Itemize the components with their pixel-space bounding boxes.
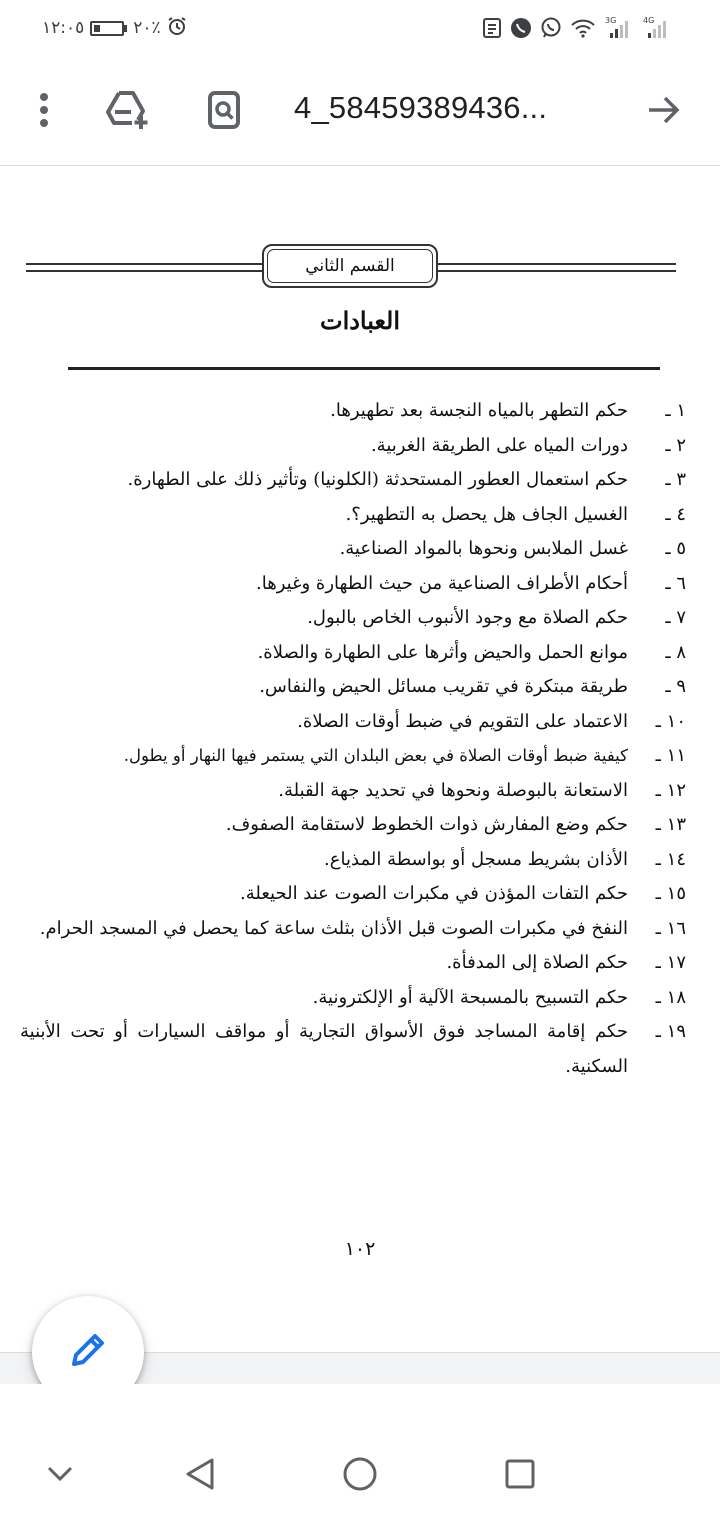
list-item (20, 498, 686, 533)
section-label: القسم الثاني (305, 256, 395, 276)
whatsapp-icon (540, 17, 562, 39)
back-triangle-icon[interactable] (172, 1446, 228, 1502)
item-text: موانع الحمل والحيض وأثرها على الطهارة والصلاة. (257, 641, 628, 663)
item-text: الاعتماد على التقويم في ضبط أوقات الصلاة. (297, 710, 628, 732)
net-3g-label: 3G (605, 16, 617, 25)
list-item (20, 912, 686, 947)
signal-4g-icon (642, 15, 672, 41)
item-number: ١٣ ـ (655, 814, 686, 835)
more-vert-icon[interactable] (18, 84, 70, 136)
item-number: ٦ ـ (665, 572, 686, 594)
item-text: أحكام الأطراف الصناعية من حيث الطهارة وغيرها. (256, 572, 628, 594)
document-title: 4_58459389436... (294, 90, 548, 125)
list-item (20, 463, 686, 498)
item-text: حكم إقامة المساجد فوق الأسواق التجارية أو مواقف السيارات أو تحت الأبنية السكنية. (20, 1021, 628, 1077)
list-item (20, 1015, 686, 1084)
item-text: حكم الصلاة مع وجود الأنبوب الخاص بالبول. (307, 607, 628, 628)
title-underline (68, 367, 660, 370)
list-item (20, 739, 686, 774)
item-number: ٨ ـ (665, 641, 686, 663)
item-text: حكم استعمال العطور المستحدثة (الكلونيا) وتأثير ذلك على الطهارة. (127, 469, 628, 490)
item-text: حكم وضع المفارش ذوات الخطوط لاستقامة الصفوف. (225, 814, 628, 835)
item-number: ٧ ـ (665, 607, 686, 628)
status-left (42, 14, 187, 42)
item-number: ١٢ ـ (655, 779, 686, 801)
item-text: طريقة مبتكرة في تقريب مسائل الحيض والنفاس. (259, 676, 628, 697)
item-number: ١٨ ـ (655, 986, 686, 1008)
list-item (20, 636, 686, 671)
item-number: ١٥ ـ (655, 883, 686, 904)
alarm-icon (167, 16, 187, 41)
signal-3g-icon (604, 15, 634, 41)
status-right (482, 14, 672, 42)
item-number: ٥ ـ (665, 538, 686, 559)
viber-icon (510, 17, 532, 39)
edit-pencil-icon (68, 1330, 108, 1374)
item-number: ١٦ ـ (655, 917, 686, 939)
list-item (20, 670, 686, 705)
list-item (20, 774, 686, 809)
list-item (20, 981, 686, 1016)
item-number: ١٧ ـ (655, 952, 686, 973)
net-4g-label: 4G (643, 16, 655, 25)
list-item (20, 808, 686, 843)
item-number: ١٩ ـ (655, 1021, 686, 1042)
section-rule-left (26, 263, 264, 272)
list-item (20, 394, 686, 429)
list-item (20, 946, 686, 981)
item-text: حكم التسبيح بالمسبحة الآلية أو الإلكترونية. (312, 986, 628, 1008)
system-nav-bar (0, 1384, 720, 1520)
status-bar (0, 0, 720, 56)
chevron-down-icon[interactable] (32, 1446, 88, 1502)
list-item (20, 877, 686, 912)
recents-square-icon[interactable] (492, 1446, 548, 1502)
document-page (0, 166, 720, 1354)
battery-tip (124, 25, 127, 32)
item-number: ٤ ـ (665, 503, 686, 525)
sim-card-icon (482, 17, 502, 39)
list-item (20, 429, 686, 464)
item-number: ١٠ ـ (655, 710, 686, 732)
item-number: ٢ ـ (665, 434, 686, 456)
battery-icon (90, 21, 124, 36)
list-item (20, 705, 686, 740)
topic-list (20, 394, 686, 1084)
item-text: حكم الصلاة إلى المدفأة. (446, 952, 628, 973)
item-text: حكم التطهر بالمياه النجسة بعد تطهيرها. (330, 400, 628, 421)
list-item (20, 601, 686, 636)
battery-percent: ٢٠٪ (133, 18, 161, 38)
item-number: ١ ـ (665, 400, 686, 421)
page-number: ١٠٢ (344, 1238, 376, 1260)
arrow-forward-icon[interactable] (638, 84, 690, 136)
item-text: دورات المياه على الطريقة الغربية. (370, 434, 628, 456)
item-text: حكم التفات المؤذن في مكبرات الصوت عند الحيعلة. (240, 883, 628, 904)
section-label-box (262, 244, 438, 288)
item-number: ١٤ ـ (655, 848, 686, 870)
section-title: العبادات (319, 306, 401, 335)
list-item (20, 843, 686, 878)
list-item (20, 532, 686, 567)
item-text: الأذان بشريط مسجل أو بواسطة المذياع. (324, 848, 628, 870)
list-item (20, 567, 686, 602)
item-number: ١١ ـ (655, 745, 686, 766)
item-text: كيفية ضبط أوقات الصلاة في بعض البلدان التي يستمر فيها النهار أو يطول. (123, 746, 628, 765)
item-number: ٩ ـ (665, 676, 686, 697)
item-number: ٣ ـ (665, 469, 686, 490)
search-in-document-icon[interactable] (198, 84, 250, 136)
item-text: غسل الملابس ونحوها بالمواد الصناعية. (339, 538, 628, 559)
section-rule-right (436, 263, 676, 272)
add-to-drive-icon[interactable] (102, 84, 154, 136)
item-text: الغسيل الجاف هل يحصل به التطهير؟. (345, 503, 628, 525)
wifi-icon (570, 17, 596, 39)
home-circle-icon[interactable] (332, 1446, 388, 1502)
top-app-bar (0, 56, 720, 166)
item-text: النفخ في مكبرات الصوت قبل الأذان بثلث ساعة كما يحصل في المسجد الحرام. (39, 917, 628, 939)
clock-time: ١٢:٠٥ (42, 18, 85, 38)
item-text: الاستعانة بالبوصلة ونحوها في تحديد جهة القبلة. (278, 779, 628, 801)
